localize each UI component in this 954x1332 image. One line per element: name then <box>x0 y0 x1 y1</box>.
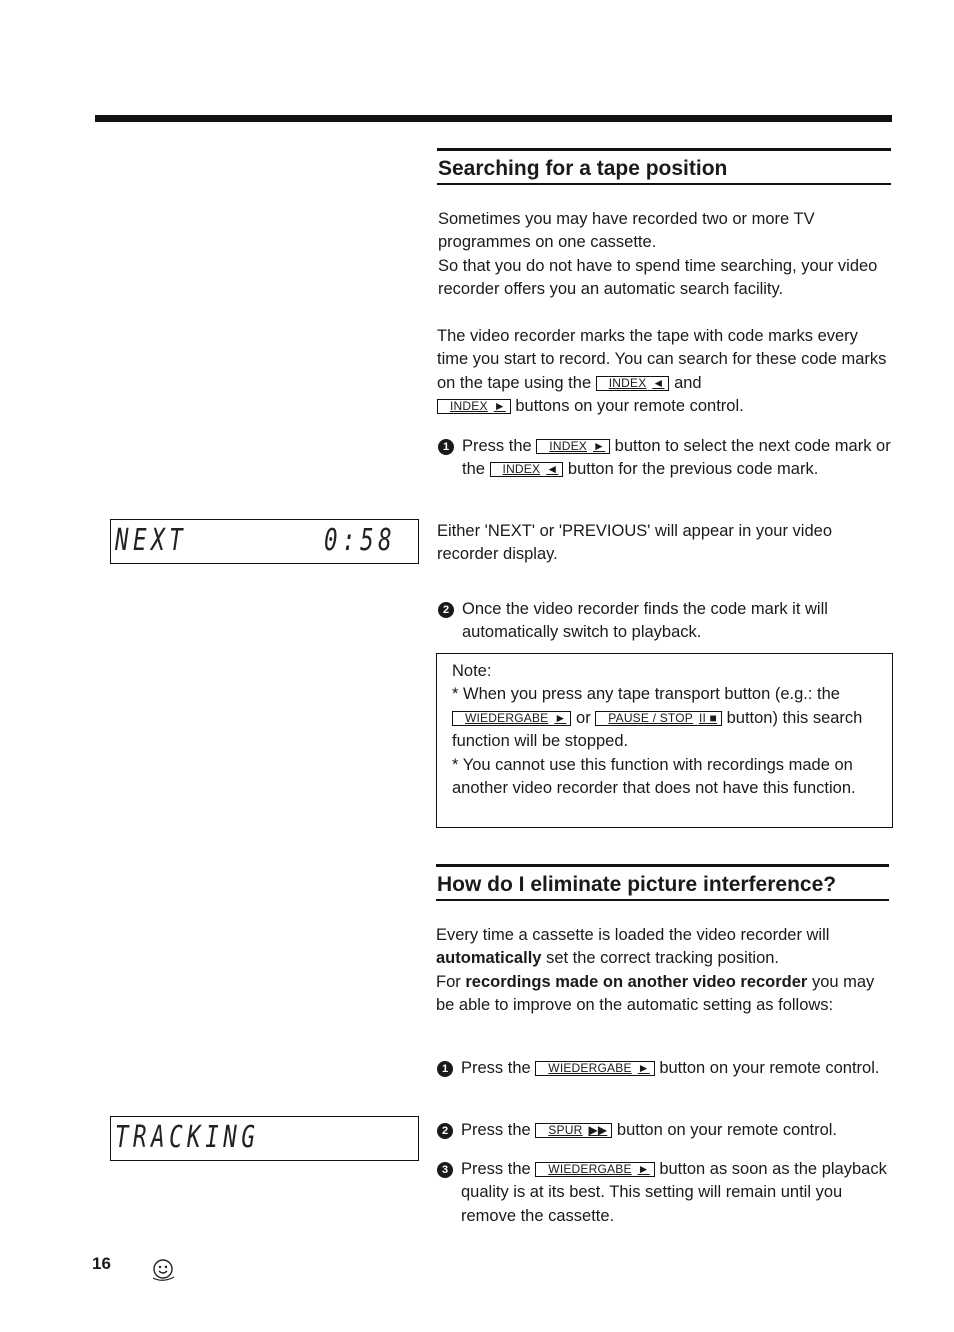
arrow-right-icon: ► <box>592 439 606 453</box>
intro-paragraph <box>438 208 888 302</box>
play-icon: ► <box>637 1162 650 1176</box>
step-number: 1 <box>438 439 454 455</box>
section-search-tape <box>437 148 891 185</box>
arrow-left-icon: ◄ <box>546 462 559 477</box>
play-icon: ► <box>554 710 567 725</box>
search-step-2: 2 Once the video recorder finds the code mark it will automatically switch to playback. <box>438 598 892 645</box>
wiedergabe-button[interactable]: WIEDERGABE ► <box>535 1162 654 1177</box>
spur-button[interactable]: SPUR ▶▶ <box>535 1123 612 1138</box>
wiedergabe-button[interactable]: WIEDERGABE ► <box>535 1061 654 1076</box>
section-title: How do I eliminate picture interference? <box>436 864 889 901</box>
note-line-1: * When you press any tape transport button (e.g.: the WIEDERGABE ► or PAUSE / STOP II ■ button) this search function will be stopped. <box>452 685 863 751</box>
tracking-step-3: 3 Press the WIEDERGABE ► button as soon as the playback quality is at its best. This setting will remain until you remove the cassette. <box>437 1158 891 1228</box>
arrow-right-icon: ► <box>493 399 506 414</box>
display-next-label: NEXT <box>115 523 188 558</box>
search-step-1: 1 Press the INDEX ► button to select the next code mark or the INDEX ◄ button for the previous code mark. <box>438 435 892 482</box>
index-forward-button[interactable]: INDEX ► <box>437 399 511 414</box>
note-box <box>436 653 893 828</box>
page-number: 16 <box>92 1254 111 1273</box>
play-icon: ► <box>637 1061 650 1075</box>
tracking-paragraph <box>436 924 886 1018</box>
display-tracking <box>110 1116 419 1161</box>
step-number: 2 <box>438 602 454 618</box>
pause-stop-icon: II ■ <box>698 710 718 725</box>
top-rule <box>95 115 892 122</box>
note-heading: Note: <box>452 662 492 680</box>
section-title: Searching for a tape position <box>437 148 891 185</box>
index-back-button[interactable]: INDEX ◄ <box>490 462 564 477</box>
tracking-step-2: 2 Press the SPUR ▶▶ button on your remote control. <box>437 1119 911 1142</box>
display-tracking-label: TRACKING <box>115 1120 260 1155</box>
index-back-button[interactable]: INDEX ◄ <box>596 376 670 391</box>
smiley-logo-icon <box>150 1256 178 1282</box>
index-forward-button[interactable]: INDEX ► <box>536 439 610 454</box>
arrow-left-icon: ◄ <box>652 375 665 390</box>
tracking-step-1: 1 Press the WIEDERGABE ► button on your remote control. <box>437 1057 891 1080</box>
tracking-icon: ▶▶ <box>588 1123 608 1137</box>
section-picture-interference <box>436 864 889 901</box>
note-line-2: * You cannot use this function with recordings made on another video recorder that does not have this function. <box>452 755 856 798</box>
tracking-line-2: For recordings made on another video recorder you may be able to improve on the automatic setting as follows: <box>436 972 875 1015</box>
intro-line-1: Sometimes you may have recorded two or more TV programmes on one cassette. <box>438 210 815 252</box>
display-next <box>110 519 419 564</box>
wiedergabe-button[interactable]: WIEDERGABE ► <box>452 711 571 726</box>
code-marks-text: The video recorder marks the tape with code marks every time you start to record. You can search for these code marks on the tape using the <box>437 327 887 392</box>
pause-stop-button[interactable]: PAUSE / STOP II ■ <box>595 711 722 726</box>
step-number: 1 <box>437 1061 453 1077</box>
step-number: 3 <box>437 1162 453 1178</box>
intro-line-2: So that you do not have to spend time searching, your video recorder offers you an automatic search facility. <box>438 256 878 299</box>
display-counter: 0:58 <box>324 523 397 558</box>
step-number: 2 <box>437 1123 453 1139</box>
code-marks-paragraph: The video recorder marks the tape with code marks every time you start to record. You can search for these code marks on the tape using the INDEX ◄ and INDEX ► buttons on your remote control. <box>437 327 887 416</box>
tracking-line-1: Every time a cassette is loaded the video recorder will automatically set the correct tracking position. <box>436 926 830 968</box>
display-info: Either 'NEXT' or 'PREVIOUS' will appear in your video recorder display. <box>437 522 833 564</box>
